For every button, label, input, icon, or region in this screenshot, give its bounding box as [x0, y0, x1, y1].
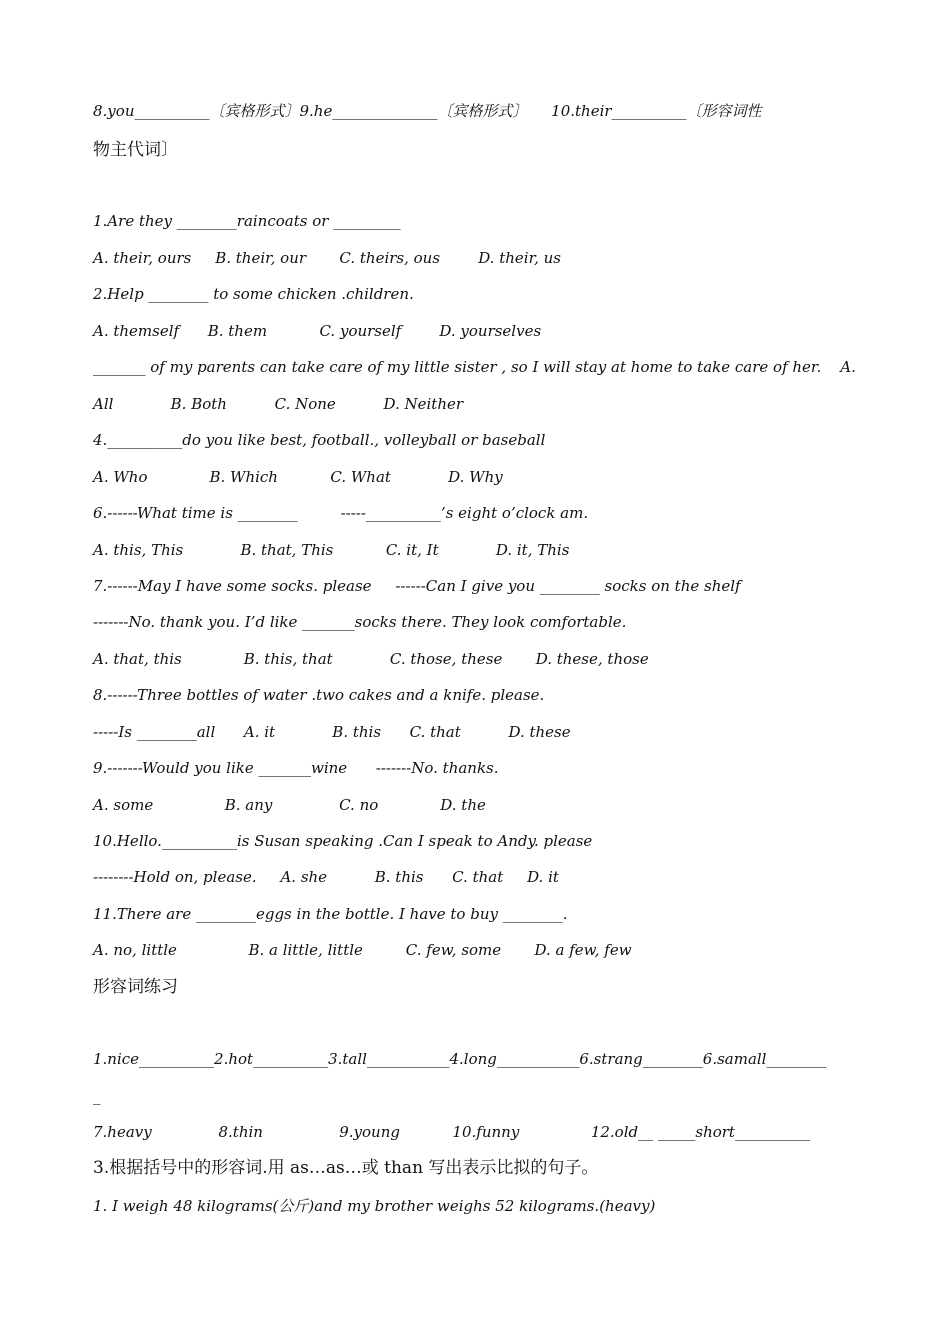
- question-11: 11.There are ________eggs in the bottle. I have to buy ________.: [93, 905, 568, 923]
- comparison-question-1: 1. I weigh 48 kilograms(公斤)and my brother weighs 52 kilograms.(heavy): [93, 1197, 656, 1215]
- adjective-exercise-line-1: 1.nice__________2.hot__________3.tall___________4.long___________6.strang________6.samall________: [93, 1050, 827, 1068]
- question-7-options: A. that, this B. this, that C. those, these D. these, those: [93, 650, 649, 668]
- pronoun-fill-line: 8.you__________〔宾格形式〕9.he______________〔宾格形式〕 10.their__________〔形容词性: [93, 102, 762, 120]
- question-8: 8.------Three bottles of water .two cakes and a knife. please.: [93, 686, 545, 704]
- question-1-options: A. their, ours B. their, our C. theirs, ous D. their, us: [93, 249, 561, 267]
- question-9-options: A. some B. any C. no D. the: [93, 796, 486, 814]
- pronoun-fill-line-continued: 物主代词〕: [93, 140, 178, 160]
- question-7: 7.------May I have some socks. please ------Can I give you ________ socks on the shelf: [93, 577, 741, 595]
- question-6-options: A. this, This B. that, This C. it, It D. it, This: [93, 541, 570, 559]
- question-4-options: A. Who B. Which C. What D. Why: [93, 468, 503, 486]
- question-9: 9.-------Would you like _______wine -------No. thanks.: [93, 759, 499, 777]
- question-2: 2.Help ________ to some chicken .children.: [93, 285, 414, 303]
- question-8-reply-options: -----Is ________all A. it B. this C. that D. these: [93, 723, 571, 741]
- question-7-reply: -------No. thank you. I’d like _______socks there. They look comfortable.: [93, 613, 627, 631]
- question-2-options: A. themself B. them C. yourself D. yourselves: [93, 322, 542, 340]
- question-6: 6.------What time is ________ -----__________’s eight o’clock am.: [93, 504, 589, 522]
- question-3: _______ of my parents can take care of my little sister , so I will stay at home to take care of her. A.: [93, 358, 856, 376]
- question-1: 1.Are they ________raincoats or _________: [93, 212, 401, 230]
- question-4: 4.__________do you like best, football., volleyball or baseball: [93, 431, 546, 449]
- section-heading-comparison: 3.根据括号中的形容词.用 as…as…或 than 写出表示比拟的句子。: [93, 1158, 599, 1178]
- adjective-exercise-line-1-overflow: _: [93, 1087, 101, 1105]
- question-10: 10.Hello.__________is Susan speaking .Can I speak to Andy. please: [93, 832, 593, 850]
- question-11-options: A. no, little B. a little, little C. few, some D. a few, few: [93, 941, 632, 959]
- question-3-options: All B. Both C. None D. Neither: [93, 395, 464, 413]
- adjective-exercise-line-2: 7.heavy 8.thin 9.young 10.funny 12.old__ _____short__________: [93, 1123, 810, 1141]
- section-heading-adjectives: 形容词练习: [93, 977, 178, 997]
- question-10-reply-options: --------Hold on, please. A. she B. this C. that D. it: [93, 868, 559, 886]
